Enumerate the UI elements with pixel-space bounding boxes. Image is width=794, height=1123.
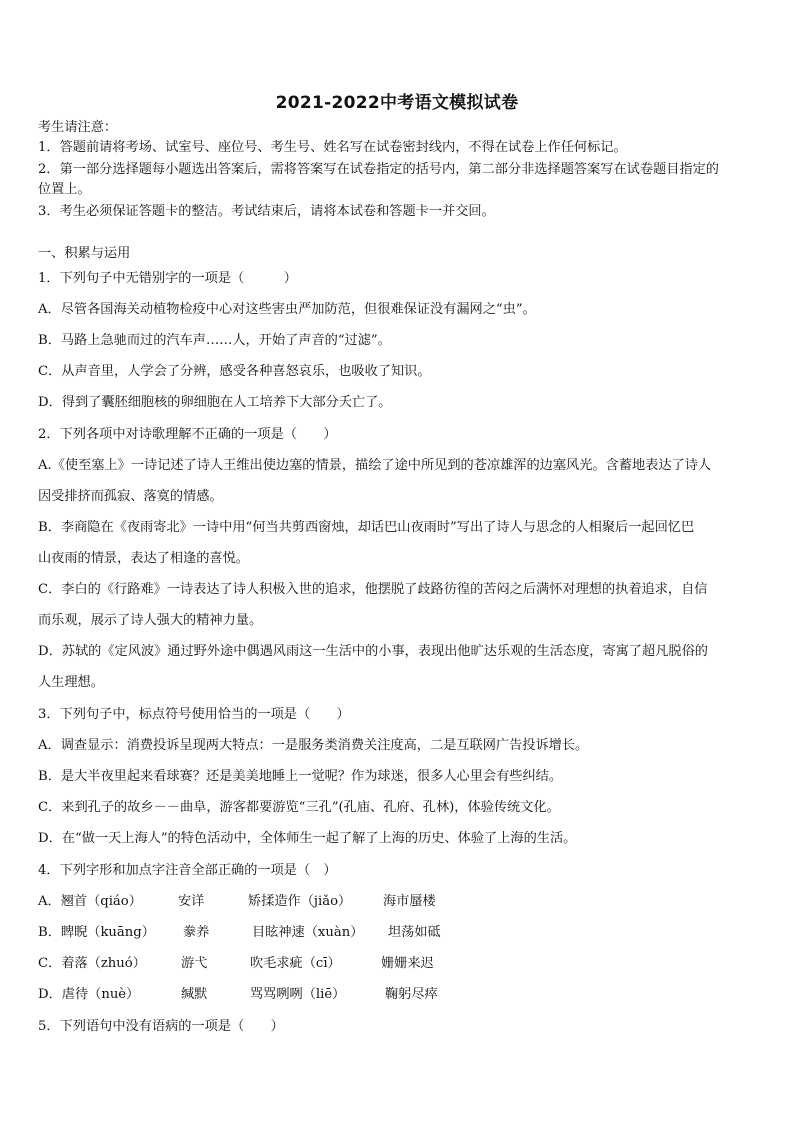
- q3-option-d: D．在“做一天上海人”的特色活动中，全体师生一起了解了上海的历史、体验了上海的生活。: [38, 831, 577, 846]
- notice-heading: 考生请注意：: [38, 120, 118, 135]
- notice-item-2: 2．第一部分选择题每小题选出答案后，需将答案写在试卷指定的括号内，第二部分非选择题答案写在试卷题目指定的: [38, 162, 719, 177]
- q4-c-item-1: C．着落（zhuó）: [38, 956, 146, 971]
- q4-a-item-1: A．翘首（qiáo）: [38, 894, 142, 909]
- q4-b-item-4: 坦荡如砥: [388, 925, 441, 940]
- q1-option-a: A．尽管各国海关动植物检疫中心对这些害虫严加防范，但很难保证没有漏网之“虫”。: [38, 302, 536, 317]
- q2-option-a: A.《使至塞上》一诗记述了诗人王维出使边塞的情景，描绘了途中所见到的苍凉雄浑的边塞风光。含蓄地表达了诗人: [38, 458, 712, 473]
- section-heading: 一、积累与运用: [38, 246, 131, 261]
- q3-option-a: A．调查显示：消费投诉呈现两大特点：一是服务类消费关注度高，二是互联网广告投诉增长。: [38, 738, 589, 753]
- q4-b-item-2: 豢养: [183, 925, 210, 940]
- q4-stem: 4．下列字形和加点字注音全部正确的一项是（ ）: [38, 863, 337, 878]
- q2-option-a-cont: 因受排挤而孤寂、落寞的情感。: [38, 489, 223, 504]
- q4-c-item-2: 游弋: [181, 956, 208, 971]
- q2-option-d-cont: 人生理想。: [38, 675, 104, 690]
- q2-option-c-cont: 而乐观，展示了诗人强大的精神力量。: [38, 613, 263, 628]
- q4-a-item-3: 矫揉造作（jiǎo）: [248, 894, 352, 909]
- q1-option-d: D．得到了囊胚细胞核的卵细胞在人工培养下大部分夭亡了。: [38, 395, 392, 410]
- q1-stem: 1．下列句子中无错别字的一项是（ ）: [38, 271, 297, 286]
- q4-d-item-2: 缄默: [181, 987, 208, 1002]
- exam-title: 2021-2022中考语文模拟试卷: [275, 93, 519, 113]
- notice-item-2-cont: 位置上。: [38, 182, 91, 197]
- q4-b-item-3: 目眩神速（xuàn）: [252, 925, 364, 940]
- notice-item-1: 1．答题前请将考场、试室号、座位号、考生号、姓名写在试卷密封线内，不得在试卷上作任何标记。: [38, 140, 627, 155]
- q3-option-b: B．是大半夜里起来看球赛？还是美美地睡上一觉呢？作为球迷，很多人心里会有些纠结。: [38, 769, 562, 784]
- q4-b-item-1: B．睥睨（kuāng）: [38, 925, 155, 940]
- q4-d-item-1: D．虐待（nuè）: [38, 987, 140, 1002]
- q2-option-b: B．李商隐在《夜雨寄北》一诗中用“何当共剪西窗烛，却话巴山夜雨时”写出了诗人与思念的人相聚后一起回忆巴: [38, 520, 695, 535]
- q2-option-d: D．苏轼的《定风波》通过野外途中偶遇风雨这一生活中的小事，表现出他旷达乐观的生活态度，寄寓了超凡脱俗的: [38, 644, 708, 659]
- q5-stem: 5．下列语句中没有语病的一项是（ ）: [38, 1019, 284, 1034]
- q2-option-b-cont: 山夜雨的情景，表达了相逢的喜悦。: [38, 551, 249, 566]
- q3-stem: 3．下列句子中，标点符号使用恰当的一项是（ ）: [38, 707, 350, 722]
- q4-a-item-2: 安详: [178, 894, 205, 909]
- q2-option-c: C．李白的《行路难》一诗表达了诗人积极入世的追求，他摆脱了歧路彷徨的苦闷之后满怀对理想的执着追求，自信: [38, 582, 708, 597]
- q3-option-c: C．来到孔子的故乡－－曲阜，游客都要游览“三孔”(孔庙、孔府、孔林)，体验传统文化。: [38, 800, 560, 815]
- q4-d-item-3: 骂骂咧咧（liē）: [250, 987, 346, 1002]
- q2-stem: 2．下列各项中对诗歌理解不正确的一项是（ ）: [38, 427, 337, 442]
- q4-d-item-4: 鞠躬尽瘁: [385, 987, 438, 1002]
- q1-option-b: B．马路上急驰而过的汽车声……人，开始了声音的“过滤”。: [38, 333, 391, 348]
- q4-c-item-4: 姗姗来迟: [381, 956, 434, 971]
- q4-a-item-4: 海市蜃楼: [383, 894, 436, 909]
- q4-c-item-3: 吹毛求疵（cī）: [250, 956, 341, 971]
- q1-option-c: C．从声音里，人学会了分辨，感受各种喜怒哀乐，也吸收了知识。: [38, 364, 431, 379]
- notice-item-3: 3．考生必须保证答题卡的整洁。考试结束后，请将本试卷和答题卡一并交回。: [38, 204, 495, 219]
